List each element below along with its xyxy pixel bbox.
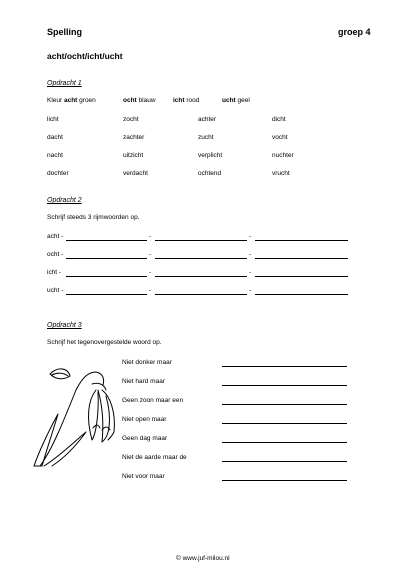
- opdracht2-instruction: Schrijf steeds 3 rijmwoorden op.: [47, 214, 140, 221]
- word-cell: uitzicht: [123, 152, 144, 159]
- opposite-item: Niet open maar: [122, 416, 167, 423]
- answer-line[interactable]: [66, 294, 147, 295]
- separator: -: [249, 233, 252, 240]
- rhyme-row-label: icht -: [47, 269, 62, 276]
- legend-post: blauw: [136, 97, 156, 104]
- answer-line[interactable]: [255, 294, 348, 295]
- rhyme-row-label: ocht -: [47, 251, 64, 258]
- separator: -: [149, 269, 152, 276]
- word-cell: verplicht: [198, 152, 223, 159]
- answer-line[interactable]: [222, 480, 347, 481]
- word-cell: zocht: [123, 116, 139, 123]
- word-cell: dacht: [47, 134, 63, 141]
- legend-post: groen: [77, 97, 96, 104]
- page-subtitle: acht/ocht/icht/ucht: [47, 51, 123, 61]
- separator: -: [249, 287, 252, 294]
- opdracht3-heading: Opdracht 3: [47, 322, 82, 329]
- answer-line[interactable]: [255, 258, 348, 259]
- separator: -: [149, 233, 152, 240]
- separator: -: [249, 269, 252, 276]
- answer-line[interactable]: [222, 461, 347, 462]
- answer-line[interactable]: [222, 404, 347, 405]
- legend-key: ucht: [222, 97, 236, 104]
- word-cell: dochter: [47, 170, 69, 177]
- page-title: Spelling: [47, 27, 83, 37]
- legend-acht: [47, 97, 96, 104]
- word-cell: zucht: [198, 134, 214, 141]
- answer-line[interactable]: [66, 240, 147, 241]
- opposite-item: Niet hard maar: [122, 378, 165, 385]
- word-cell: vrucht: [272, 170, 290, 177]
- separator: -: [249, 251, 252, 258]
- footer-copyright: © www.juf-milou.nl: [176, 555, 230, 562]
- word-cell: dicht: [272, 116, 286, 123]
- answer-line[interactable]: [155, 258, 247, 259]
- legend-post: geel: [235, 97, 250, 104]
- answer-line[interactable]: [66, 276, 147, 277]
- legend-pre: Kleur: [47, 97, 64, 104]
- word-cell: ochtend: [198, 170, 222, 177]
- answer-line[interactable]: [222, 423, 347, 424]
- legend-post: rood: [184, 97, 200, 104]
- answer-line[interactable]: [155, 276, 247, 277]
- word-cell: nuchter: [272, 152, 294, 159]
- word-cell: licht: [47, 116, 59, 123]
- legend-key: ocht: [123, 97, 137, 104]
- word-cell: achter: [198, 116, 217, 123]
- opposite-item: Geen dag maar: [122, 435, 168, 442]
- answer-line[interactable]: [255, 240, 348, 241]
- legend-key: acht: [63, 97, 78, 104]
- word-cell: verdacht: [123, 170, 148, 177]
- word-cell: nacht: [47, 152, 63, 159]
- answer-line[interactable]: [222, 442, 347, 443]
- rhyme-row-label: ucht -: [47, 287, 64, 294]
- answer-line[interactable]: [222, 366, 347, 367]
- answer-line[interactable]: [255, 276, 348, 277]
- word-cell: vocht: [272, 134, 288, 141]
- legend-icht: [173, 97, 199, 104]
- separator: -: [149, 287, 152, 294]
- opposite-item: Geen zoon maar een: [122, 397, 184, 404]
- opdracht3-instruction: Schrijf het tegenovergestelde woord op.: [47, 339, 162, 346]
- legend-ocht: [123, 97, 156, 104]
- opposite-item: Niet voor maar: [122, 473, 165, 480]
- answer-line[interactable]: [155, 240, 247, 241]
- separator: -: [149, 251, 152, 258]
- legend-key: icht: [173, 97, 185, 104]
- opposite-item: Niet de aarde maar de: [122, 454, 187, 461]
- opposite-item: Niet donker maar: [122, 359, 172, 366]
- answer-line[interactable]: [66, 258, 147, 259]
- legend-ucht: [222, 97, 250, 104]
- opdracht2-heading: Opdracht 2: [47, 197, 82, 204]
- word-cell: zachter: [123, 134, 145, 141]
- rhyme-row-label: acht -: [47, 233, 64, 240]
- answer-line[interactable]: [222, 385, 347, 386]
- snowdrop-flower-illustration: [30, 362, 122, 470]
- answer-line[interactable]: [155, 294, 247, 295]
- grade-label: groep 4: [338, 27, 371, 37]
- opdracht1-heading: Opdracht 1: [47, 80, 82, 87]
